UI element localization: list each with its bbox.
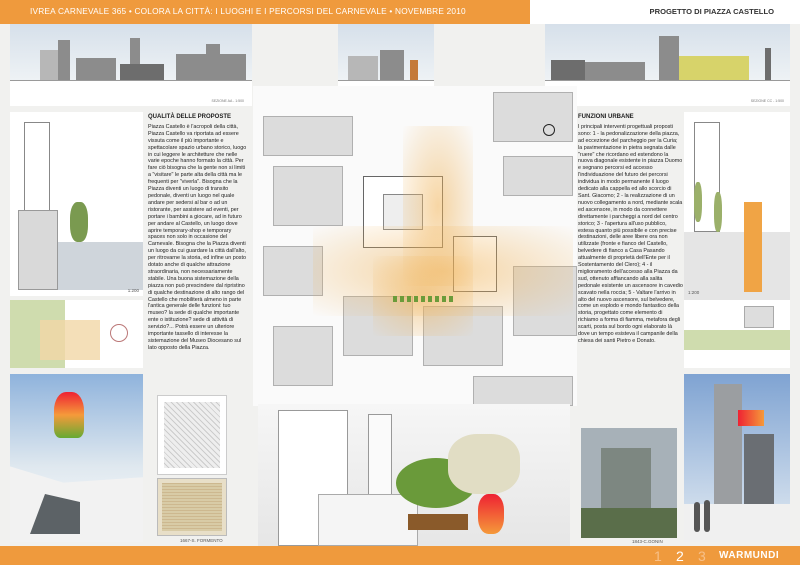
plan-detail-left: [10, 300, 143, 368]
funzioni-body: I principali interventi progettuali proposti sono: 1 - la pedonalizzazione della piazza, ad eccezione del parcheggio per la Curia; la pavimentazione in pietra segnata dalle "ruere" che ricordano ed estendono la nuova diagonale esistente in piazza Duomo e segnano percorsi ed accesso l'individuazione del futuro dei percorsi individua in modo permanente il luogo dedicato alla cappella ed allo scorcio di Sant. Giacomo; 2 - la realizzazione di un nuovo collegamento a nord, mediante scala ed ascensore, in modo da connettere direttamente i parcheggi a nord del centro storico; 3 - l'apertura all'uso pubblico, estesa quanto più possibile e con precise destinazioni, delle aree libere ora non utilizzate (fronte e fianco del Castello, belvedere di fianco a Casa Pasando attualmente di proprietà dell'Ente per il Sostentamento del Clero); 4 - il miglioramento dell'accesso alla Piazza da sud, ottenuto affiancando alla salita pedonale esistente un ascensore in cavedio scavato nella roccia; 5 - Valtare l'arrivo in alto del nuovo ascensore, sul belvedere, come un esplodo e mondo fantastico della storia, progettato come elemento di richiamo a forma di fiamma, metafora degli scarti, posta sul bordo ogni elaborato là dove un tempo esisteva il campanile della chiesa dei santi Pietro e Donato.: [578, 123, 683, 344]
elevation-label: SEZIONE CC - 1:500: [750, 99, 784, 103]
footer-bar: [0, 546, 800, 565]
header-title-band: [0, 0, 530, 24]
page-2: 2: [676, 548, 684, 564]
qualita-heading: QUALITÀ DELLE PROPOSTE: [148, 114, 232, 120]
historic-caption: 1667-S. FORMENTO: [180, 538, 223, 543]
elevation-section-cc: [545, 24, 790, 106]
render-elevator-view: [10, 374, 143, 542]
section-drawing-left: [10, 112, 143, 296]
elevation-section-aa: [10, 24, 252, 106]
elevation-label: SEZIONE AA - 1:500: [211, 99, 244, 103]
historic-engraving: [157, 478, 227, 536]
header-title: IVREA CARNEVALE 365 • COLORA LA CITTÀ: I LUOGHI E I PERCORSI DEL CARNEVALE • NOVEMBRE 2010: [30, 6, 466, 16]
qualita-body: Piazza Castello è l'acropoli della città, Piazza Castello va riportata ad essere vissuta come il più importante e spettacolare spazio urbano storico, luogo in cui leggere le architetture che nelle varie epoche hanno formato la città. Per fare ciò bisogna che la gente non si limiti a "visitare" le parte alta della città ma le frequenti per "viverla". Bisogna che la Piazza diventi un luogo di transito pedonale, diventi un luogo nel quale andare per sedersi al bar o ad un ristorante, per assistere ad eventi, per portare i bambini a giocare, ad in futuro per andare al Castello, un luogo dove aprire temporary-shop e temporary spaces non solo in occasione del Carnevale. Bisogna che la Piazza diventi un luogo da cui guardare la città dall'alto, per ritrovarne la storia, ed infine un posto dotato anche di qualche attrazione straordinaria, non necessariamente stabile. Una buona sistemazione della piazza non può prescindere dal ripristino di qualche destinazione di alto rango del Castello che mobiliterà almeno in parte l'antica generale delle funzioni: tuo museo? la sede di qualche importante ente o istituzione? sede di attività di servizio?... Potrà essere un ulteriore importante tassello di interesse la sistemazione del Museo Diocesano sul lato opposto della Piazza.: [148, 123, 247, 351]
scale-label: 1:200: [127, 288, 139, 293]
header-bar: [0, 0, 800, 24]
page-3: 3: [698, 548, 706, 564]
page-1: 1: [654, 548, 662, 564]
scale-label: 1:200: [688, 290, 700, 295]
site-plan-map: [253, 86, 577, 406]
render-piazza-aerial: [258, 404, 570, 546]
funzioni-text: [578, 114, 683, 345]
photo-caption: 1843-C.GONIN: [632, 539, 663, 544]
historic-map: [157, 395, 227, 475]
north-arrow-icon: [543, 124, 555, 136]
qualita-text: [148, 114, 248, 352]
plan-detail-right: [684, 300, 790, 368]
historic-painting: [581, 428, 677, 538]
render-tower-elevator: [684, 374, 790, 542]
project-title: PROGETTO DI PIAZZA CASTELLO: [649, 7, 774, 16]
funzioni-heading: FUNZIONI URBANE: [578, 114, 634, 120]
team-name: WARMUNDI: [719, 550, 780, 561]
section-drawing-right: [684, 112, 790, 300]
